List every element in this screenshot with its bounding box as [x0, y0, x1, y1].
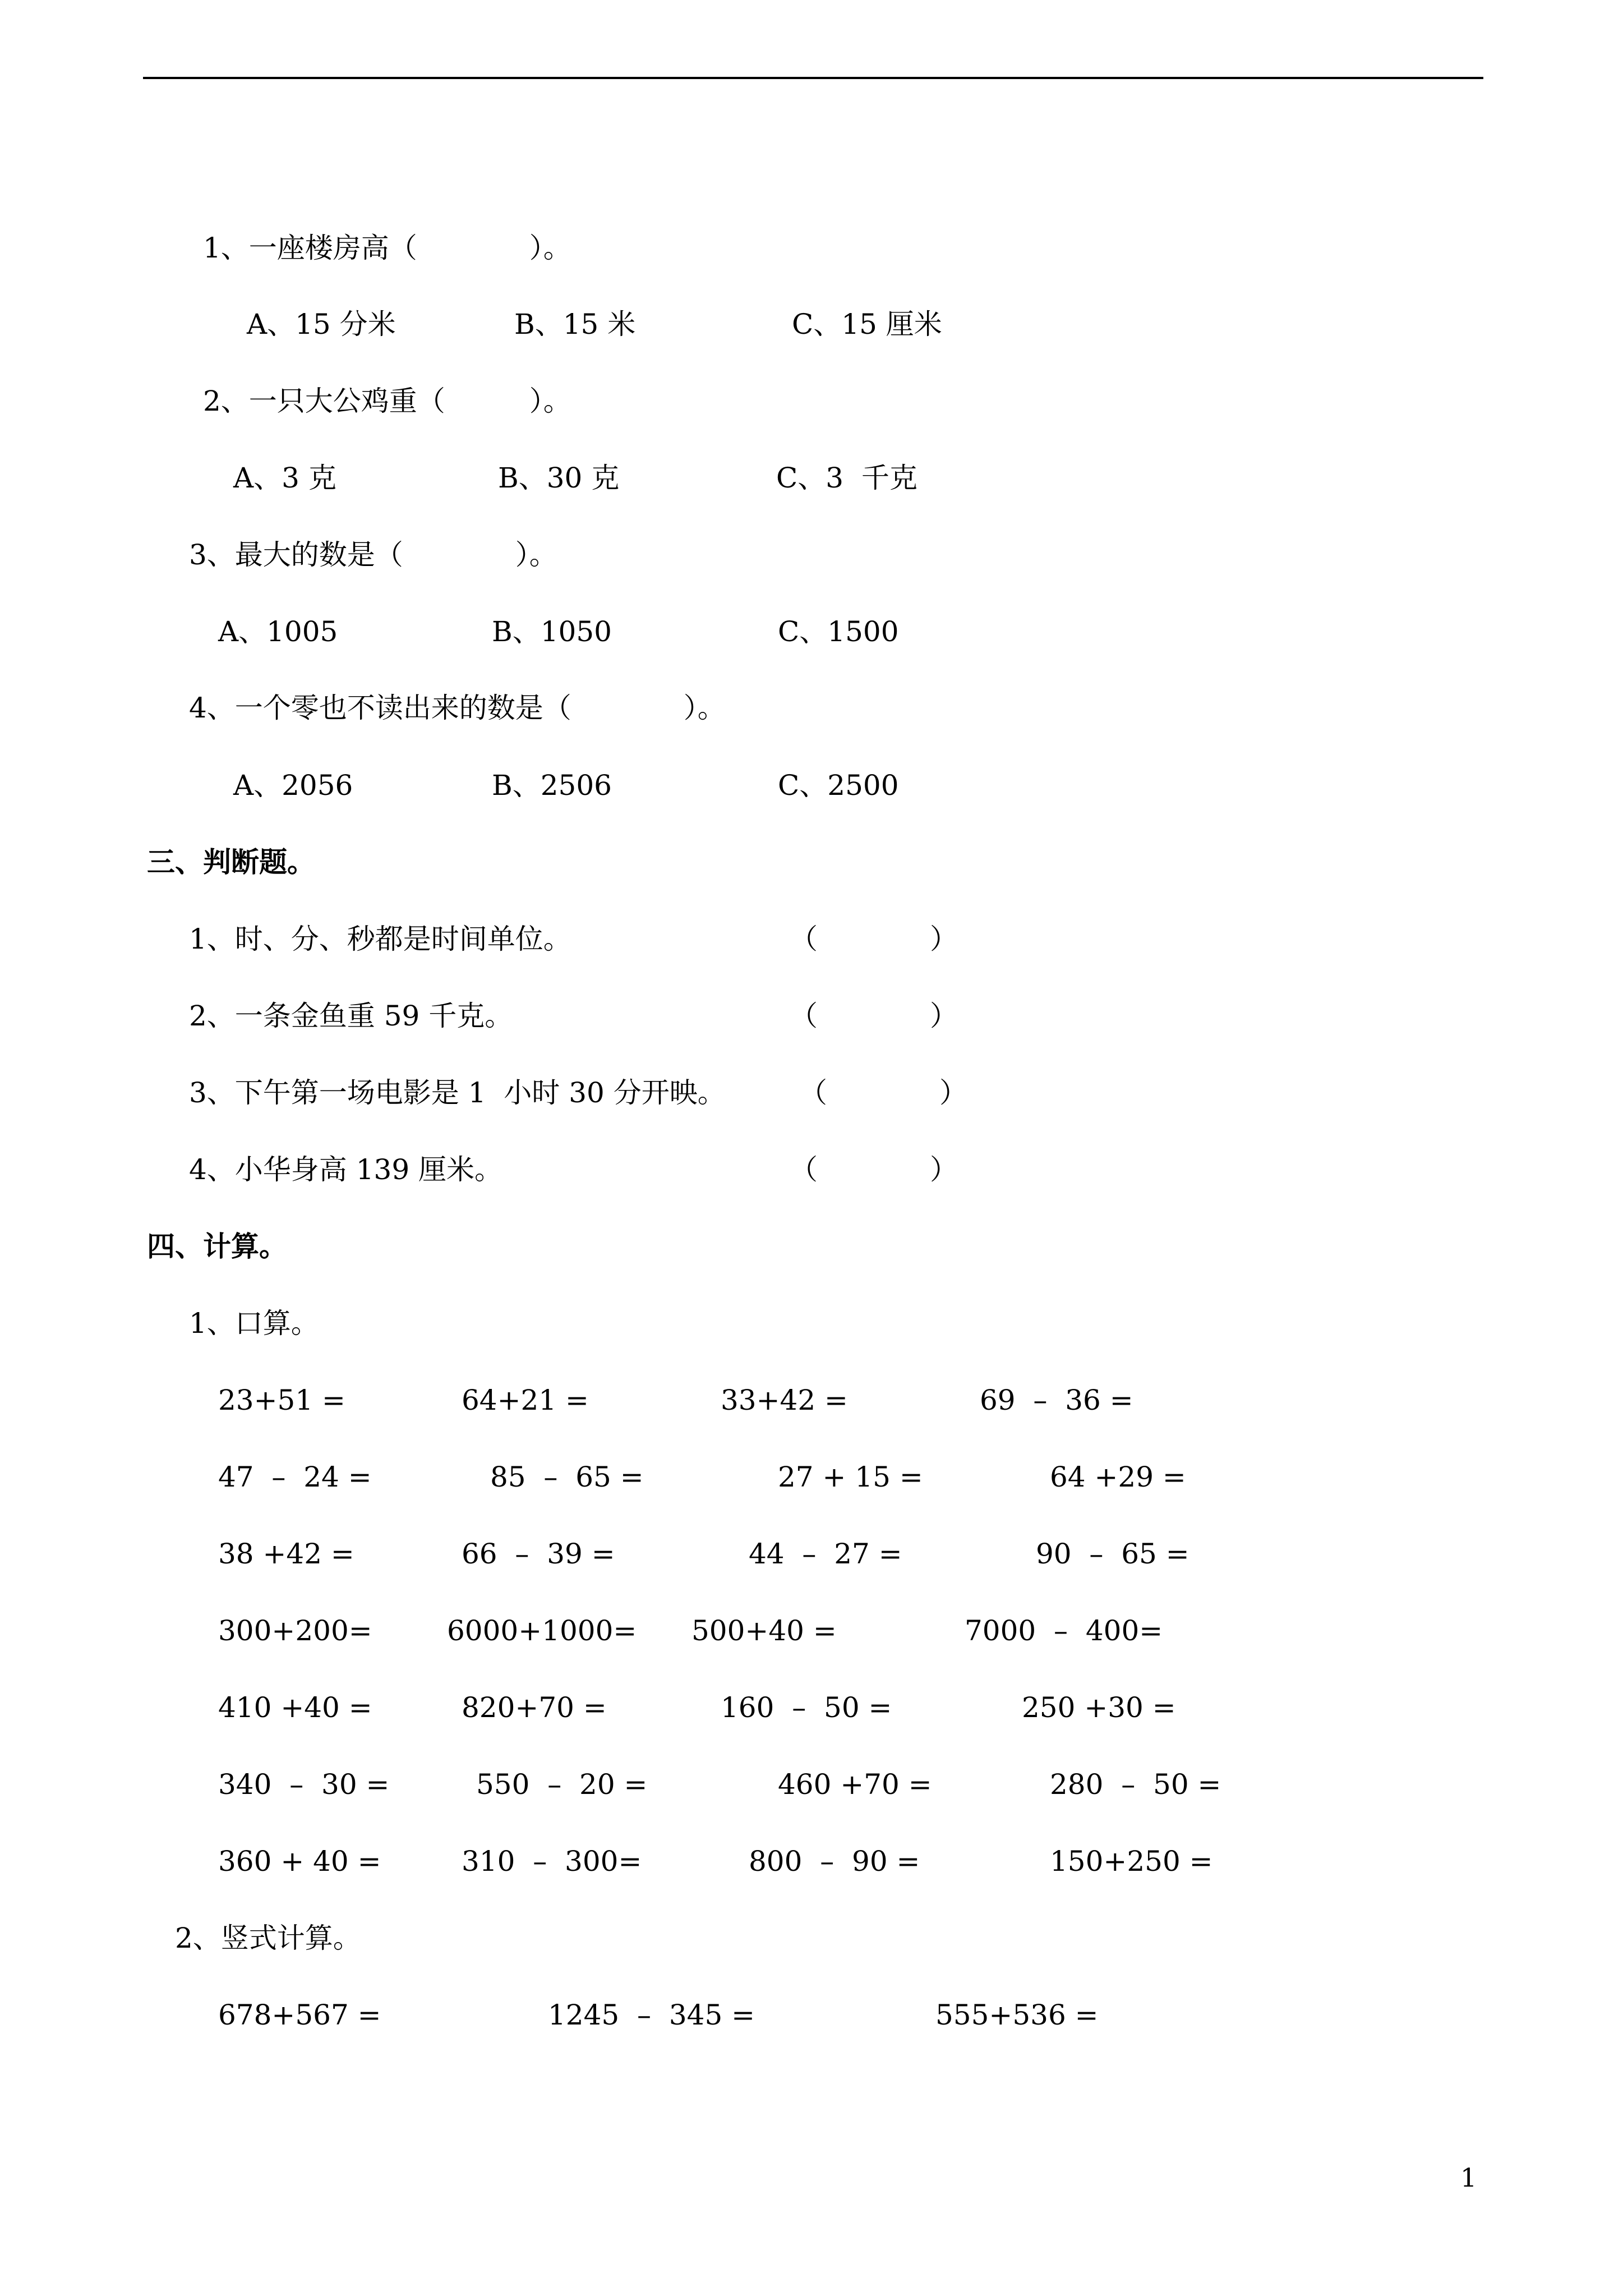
choice-option: C、2500 [778, 769, 899, 802]
vertical-item: 1245 – 345 = [548, 1999, 755, 2031]
oral-item: 90 – 65 = [1036, 1538, 1189, 1570]
judgement-item: 1、时、分、秒都是时间单位。 [189, 923, 571, 955]
oral-item: 160 – 50 = [721, 1691, 892, 1724]
oral-item: 410 +40 = [218, 1691, 372, 1724]
oral-item: 33+42 = [721, 1384, 848, 1416]
subsection-oral: 1、口算。 [189, 1307, 319, 1340]
oral-item: 66 – 39 = [462, 1538, 615, 1570]
oral-item: 38 +42 = [218, 1538, 354, 1570]
header-rule [143, 77, 1483, 79]
oral-item: 280 – 50 = [1050, 1768, 1221, 1801]
vertical-item: 555+536 = [935, 1999, 1099, 2031]
oral-item: 300+200= [218, 1614, 372, 1647]
oral-item: 250 +30 = [1022, 1691, 1176, 1724]
choice-option: B、30 克 [498, 462, 620, 494]
oral-item: 340 – 30 = [218, 1768, 390, 1801]
page-number: 1 [1460, 2162, 1477, 2193]
answer-blank: （ ） [790, 1000, 958, 1032]
subsection-vertical: 2、竖式计算。 [175, 1922, 361, 1954]
oral-item: 7000 – 400= [965, 1614, 1163, 1647]
choice-option: A、15 分米 [247, 308, 396, 341]
oral-item: 820+70 = [462, 1691, 607, 1724]
choice-option: C、1500 [778, 615, 899, 648]
section-title-calculation: 四、计算。 [147, 1230, 287, 1263]
oral-item: 44 – 27 = [749, 1538, 902, 1570]
oral-item: 500+40 = [691, 1614, 837, 1647]
judgement-item: 4、小华身高 139 厘米。 [189, 1153, 503, 1186]
choice-question-2: 2、一只大公鸡重（ ）。 [203, 385, 571, 417]
oral-item: 460 +70 = [778, 1768, 932, 1801]
choice-question-4: 4、一个零也不读出来的数是（ ）。 [189, 692, 726, 724]
vertical-item: 678+567 = [218, 1999, 381, 2031]
answer-blank: （ ） [790, 1153, 958, 1186]
oral-item: 69 – 36 = [980, 1384, 1133, 1416]
oral-item: 64+21 = [462, 1384, 589, 1416]
oral-item: 550 – 20 = [476, 1768, 648, 1801]
oral-item: 27 + 15 = [778, 1461, 923, 1493]
oral-item: 47 – 24 = [218, 1461, 372, 1493]
choice-option: A、3 克 [233, 462, 336, 494]
choice-question-3: 3、最大的数是（ ）。 [189, 539, 557, 571]
choice-option: B、2506 [492, 769, 612, 802]
answer-blank: （ ） [799, 1076, 967, 1109]
answer-blank: （ ） [790, 923, 958, 955]
oral-item: 800 – 90 = [749, 1845, 920, 1878]
choice-question-1: 1、一座楼房高（ ）。 [203, 232, 571, 264]
oral-item: 150+250 = [1050, 1845, 1213, 1878]
choice-option: C、15 厘米 [792, 308, 942, 341]
section-title-judgement: 三、判断题。 [147, 845, 315, 878]
oral-item: 85 – 65 = [490, 1461, 644, 1493]
oral-item: 64 +29 = [1050, 1461, 1186, 1493]
oral-item: 23+51 = [218, 1384, 345, 1416]
oral-item: 310 – 300= [462, 1845, 642, 1878]
judgement-item: 2、一条金鱼重 59 千克。 [189, 1000, 513, 1032]
choice-option: B、1050 [492, 615, 612, 648]
oral-item: 360 + 40 = [218, 1845, 381, 1878]
choice-option: A、1005 [218, 615, 338, 648]
choice-option: C、3 千克 [776, 462, 917, 494]
judgement-item: 3、下午第一场电影是 1 小时 30 分开映。 [189, 1076, 726, 1109]
oral-item: 6000+1000= [447, 1614, 637, 1647]
choice-option: A、2056 [233, 769, 353, 802]
choice-option: B、15 米 [514, 308, 636, 341]
